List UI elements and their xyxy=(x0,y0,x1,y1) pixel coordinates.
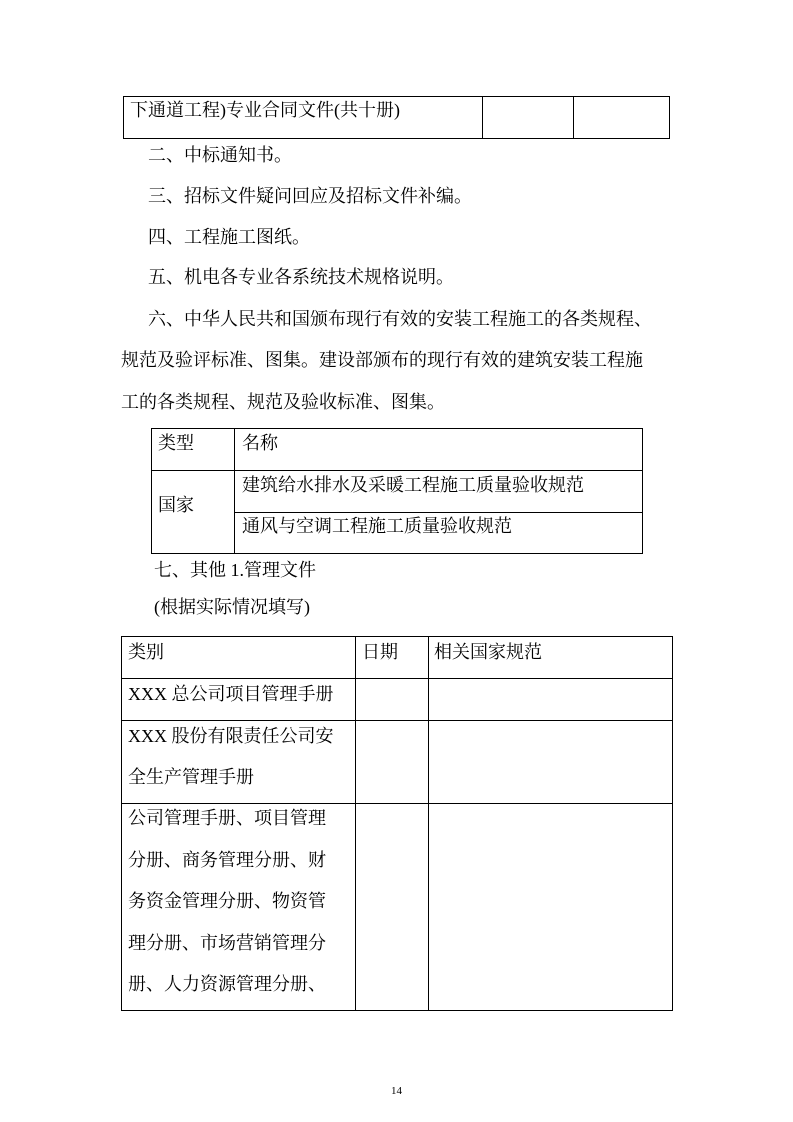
table-divider xyxy=(151,470,643,471)
paragraph: 二、中标通知书。 xyxy=(148,145,292,165)
page-number: 14 xyxy=(391,1085,402,1097)
paragraph: 四、工程施工图纸。 xyxy=(148,227,310,247)
mgmt-row-category: XXX 总公司项目管理手册 xyxy=(128,684,334,704)
mgmt-row-category: 册、人力资源管理分册、 xyxy=(128,974,326,994)
table-divider xyxy=(482,96,483,139)
mgmt-header-date: 日期 xyxy=(362,642,398,662)
paragraph: 规范及验评标准、图集。建设部颁布的现行有效的建筑安装工程施 xyxy=(121,350,643,370)
mgmt-row-category: 务资金管理分册、物资管 xyxy=(128,891,326,911)
mgmt-row-category: 分册、商务管理分册、财 xyxy=(128,850,326,870)
table-divider xyxy=(355,636,356,1011)
table-divider xyxy=(234,512,643,513)
mgmt-row-category: 公司管理手册、项目管理 xyxy=(128,808,326,828)
table-divider xyxy=(573,96,574,139)
mgmt-row-category: XXX 股份有限责任公司安 xyxy=(128,726,334,746)
table-divider xyxy=(121,678,673,679)
paragraph: 三、招标文件疑问回应及招标文件补编。 xyxy=(148,186,472,206)
mgmt-header-standard: 相关国家规范 xyxy=(434,642,542,662)
standards-item: 通风与空调工程施工质量验收规范 xyxy=(242,516,512,536)
contract-table-cell: 下通道工程)专业合同文件(共十册) xyxy=(130,100,400,120)
standards-item: 建筑给水排水及采暖工程施工质量验收规范 xyxy=(242,475,584,495)
table-divider xyxy=(428,636,429,1011)
standards-header-name: 名称 xyxy=(242,433,278,453)
mgmt-header-category: 类别 xyxy=(128,642,164,662)
table-divider xyxy=(234,428,235,554)
mgmt-row-category: 理分册、市场营销管理分 xyxy=(128,933,326,953)
standards-group: 国家 xyxy=(158,495,194,515)
paragraph: 五、机电各专业各系统技术规格说明。 xyxy=(148,267,454,287)
paragraph: 六、中华人民共和国颁布现行有效的安装工程施工的各类规程、 xyxy=(148,309,652,329)
table-divider xyxy=(121,803,673,804)
mgmt-row-category: 全生产管理手册 xyxy=(128,767,254,787)
paragraph: 工的各类规程、规范及验收标准、图集。 xyxy=(121,392,445,412)
section-note: (根据实际情况填写) xyxy=(154,597,310,617)
table-divider xyxy=(121,720,673,721)
standards-header-type: 类型 xyxy=(158,433,194,453)
section-title: 七、其他 1.管理文件 xyxy=(154,560,316,580)
